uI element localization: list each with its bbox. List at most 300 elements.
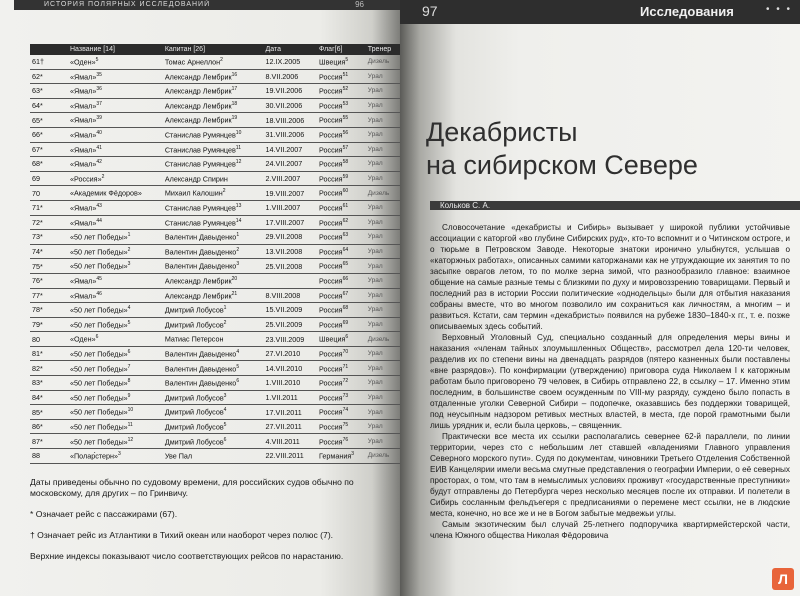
table-cell [30,273,68,288]
row-number: 62* [32,71,43,81]
article-author: Кольков С. А. [440,201,491,210]
ship-trip-index: 35 [96,71,102,78]
table-cell [68,244,163,259]
trip-date: 14.VII.2007 [265,144,303,154]
table-cell [264,142,317,157]
row-number: 84* [32,392,43,402]
flag: Россия [319,363,343,373]
table-row [30,376,400,391]
ship-trip-index: 46 [96,290,102,297]
engine-type: Дизель [367,452,390,460]
table-cell [317,361,366,376]
engine-type: Урал [367,277,383,285]
engine-type: Дизель [367,58,390,66]
flag-trip-index: 58 [342,159,349,166]
table-cell [317,171,366,186]
trip-date: 1.VIII.2007 [265,203,301,213]
trip-date: 30.VII.2006 [265,101,303,111]
table-cell [317,215,366,230]
ship-name: «Оден» [70,57,96,67]
captain-trip-index: 18 [231,100,238,107]
table-cell [264,346,317,361]
table-cell [163,303,264,318]
captain-name: Дмитрий Лобусов [164,407,224,417]
publisher-logo-icon: Л [772,568,794,590]
table-row [30,390,400,405]
table-cell [30,332,68,347]
trip-date: 8.VII.2006 [265,71,299,81]
row-number: 63* [32,86,43,96]
engine-type: Урал [367,116,383,124]
row-number: 85* [32,407,43,417]
trip-date: 25.VII.2009 [265,319,303,329]
captain-trip-index: 4 [236,348,240,355]
engine-type: Урал [367,145,383,153]
flag-trip-index: 63 [342,232,349,239]
row-number: 68* [32,159,43,169]
flag-trip-index: 60 [342,188,349,195]
captain-trip-index: 3 [223,392,227,399]
table-cell [163,317,264,332]
ship-trip-index: 12 [127,436,134,443]
table-cell [30,317,68,332]
captain-name: Валентин Давыденко [164,378,237,388]
flag-trip-index: 67 [342,290,349,297]
col-header-flag: Флаг[6] [317,44,366,55]
ship-trip-index: 5 [127,319,131,326]
trip-date: 14.VII.2010 [265,363,303,373]
captain-name: Валентин Давыденко [164,232,237,242]
table-notes [30,477,370,572]
ship-name: «50 лет Победы» [70,305,128,315]
row-number: 64* [32,101,43,111]
table-cell [68,84,163,99]
row-number: 61† [32,57,44,67]
table-cell [68,69,163,84]
col-header-type: Тренер [366,44,400,55]
table-cell [264,303,317,318]
table-row [30,142,400,157]
paragraph: Самым экзотическим был случай 25-летнего подпоручика квартирмейстерской части, члена Южного общества Николая Фёдоровича [430,520,790,540]
table-cell [317,127,366,142]
flag: Россия [319,407,343,417]
captain-name: Дмитрий Лобусов [164,305,224,315]
table-row [30,69,400,84]
table-cell [317,419,366,434]
engine-type: Урал [367,437,383,445]
table-cell [366,200,400,215]
table-row [30,157,400,172]
flag-trip-index: 53 [342,100,349,107]
engine-type: Урал [367,131,383,139]
paragraph: Практически все места их ссылки располагались севернее 62-й параллели, по линии территории, через сто с небольшим лет ставшей «владениями Главного управления Северного морского пути». Судя по документам, чиновники Третьего Отделения Собственной ЕИВ Канцелярии имели весьма смутные представления о географии Империи, о её северных просторах, о том, что там в немыслимых условиях проживут «государственные преступники» будут отправлены до Петербурга через несколько месяцев после их отправки. И полетели в Сибирь сосланным фельдъегеря с предписаниями о перемене мест ссылки, не в людские места, конечно, но все же и не в Богом забытые медвежьи углы. [430,432,790,518]
flag: Россия [319,232,343,242]
captain-trip-index: 16 [231,71,238,78]
trip-date: 17.VIII.2007 [265,217,305,227]
table-cell [366,390,400,405]
table-cell [30,157,68,172]
ship-name: «Россия» [70,174,102,184]
table-cell [264,376,317,391]
trip-date: 27.VII.2011 [265,422,302,432]
table-cell [366,55,400,69]
flag-trip-index: 56 [342,130,349,137]
table-cell [68,98,163,113]
table-cell [163,215,264,230]
table-cell [68,390,163,405]
table-row [30,419,400,434]
table-cell [163,244,264,259]
row-number: 87* [32,436,43,446]
table-cell [366,346,400,361]
table-cell [30,259,68,274]
table-cell [163,405,264,420]
table-cell [366,230,400,245]
table-cell [366,317,400,332]
engine-type: Урал [367,72,383,80]
flag: Россия [319,422,343,432]
ship-trip-index: 6 [127,348,131,355]
table-cell [30,84,68,99]
right-page [400,0,800,596]
table-cell [264,244,317,259]
captain-name: Дмитрий Лобусов [164,422,224,432]
flag: Россия [319,218,343,228]
table-cell [264,84,317,99]
table-cell [264,317,317,332]
trip-date: 13.VII.2008 [265,247,303,257]
table-cell [163,127,264,142]
table-cell [30,434,68,449]
flag: Россия [319,130,343,140]
flag: Россия [319,86,343,96]
row-number: 78* [32,305,43,315]
running-head-text: ИСТОРИЯ ПОЛЯРНЫХ ИССЛЕДОВАНИЙ [44,1,211,8]
table-cell [366,157,400,172]
ship-name: «Ямал» [70,145,97,155]
table-cell [264,215,317,230]
table-cell [163,419,264,434]
table-cell [366,361,400,376]
note-indices: Верхние индексы показывают число соответствующих рейсов по нарастанию. [30,551,344,561]
table-cell [30,288,68,303]
col-header-num [30,44,68,55]
flag: Россия [319,320,343,330]
trip-date: 29.VII.2008 [265,232,303,242]
table-row [30,171,400,186]
table-cell [366,332,400,347]
table-row [30,113,400,128]
table-cell [30,419,68,434]
row-number: 76* [32,276,43,286]
flag-trip-index: 70 [342,348,349,355]
table-cell [317,303,366,318]
captain-name: Дмитрий Лобусов [164,320,224,330]
flag-trip-index: 72 [342,378,349,385]
table-cell [30,244,68,259]
table-cell [68,288,163,303]
captain-name: Матиас Петерсон [164,334,224,344]
table-cell [30,449,68,464]
article-title [426,116,698,182]
table-cell [317,55,366,69]
table-cell [30,200,68,215]
engine-type: Урал [367,364,383,372]
trip-date: 18.VIII.2006 [265,115,305,125]
engine-type: Урал [367,233,383,241]
table-cell [163,171,264,186]
table-cell [366,171,400,186]
table-cell [317,376,366,391]
table-cell [366,273,400,288]
ship-name: «50 лет Победы» [70,436,128,446]
table-cell [264,157,317,172]
table-cell [317,186,366,201]
table-cell [163,55,264,69]
table-cell [264,127,317,142]
ship-name: «Академик Фёдоров» [70,188,142,198]
row-number: 67* [32,144,43,154]
col-header-date: Дата [264,44,317,55]
flag-trip-index: 59 [342,173,349,180]
ship-trip-index: 6 [95,334,99,341]
row-number: 72* [32,217,43,227]
ship-trip-index: 3 [127,261,131,268]
ship-trip-index: 41 [96,144,102,151]
table-cell [317,84,366,99]
flag-trip-index: 64 [342,246,349,253]
table-body [30,55,400,463]
table-cell [30,405,68,420]
table-cell [68,157,163,172]
table-cell [317,288,366,303]
flag: Россия [319,276,343,286]
captain-name: Станислав Румянцев [164,145,236,155]
table-cell [317,157,366,172]
table-cell [68,273,163,288]
ship-name: «Ямал» [70,276,97,286]
table-cell [163,142,264,157]
trip-date: 24.VII.2007 [265,159,303,169]
table-cell [30,376,68,391]
ship-name: «Ямал» [70,115,97,125]
table-cell [30,390,68,405]
flag-trip-index: 51 [342,71,349,78]
ship-trip-index: 40 [96,130,102,137]
table-cell [366,186,400,201]
ship-name: «50 лет Победы» [70,363,128,373]
table-cell [317,273,366,288]
captain-trip-index: 2 [220,57,223,64]
row-number: 80 [32,334,40,344]
table-cell [68,142,163,157]
note-passengers: * Означает рейс с пассажирами (67). [30,509,178,519]
captain-name: Александр Лембрик [164,276,232,286]
table-cell [163,230,264,245]
row-number: 79* [32,319,43,329]
table-cell [317,449,366,464]
trip-date: 1.VII.2011 [265,392,298,402]
paragraph: Словосочетание «декабристы и Сибирь» вызывает у широкой публики устойчивые ассоциации с каторгой «во глубине Сибирских руд», кто-то вспомнит и о Читинском остроге, и о тюрьме в Петровском Заводе. Некоторые знатоки иронично улыбнутся, услышав о «каторжных работах», описанных самими каторжанами как не утруждающие их занятия то по засыпке оврагов летом, то по молке зерна зимой, что разнообразило главное: взаимное общение на самые разные темы с близкими по духу и мировоззрению товарищами. Первый и последний раз в истории России политические «однодельцы» были для отбытия наказания собраны вместе, что во многом позволило им сохраниться как личностям, а многим – и развиться. Кстати, сам термин «декабристы» появился на рубеже 1830–1840-х гг., т. е. позже описываемых здесь событий. [430,223,790,331]
captain-trip-index: 6 [223,436,227,443]
table-cell [163,332,264,347]
row-number: 69 [32,174,40,184]
captain-name: Александр Спирин [164,174,228,184]
table-row [30,230,400,245]
engine-type: Урал [367,248,383,256]
section-title: Исследования [640,4,734,19]
table-cell [317,244,366,259]
table-cell [163,186,264,201]
col-header-captain: Капитан [26] [163,44,264,55]
captain-trip-index: 20 [231,276,238,282]
flag-trip-index: 74 [342,407,349,414]
flag: Швеция [319,334,346,344]
trip-date: 2.VIII.2007 [265,174,301,184]
table-row [30,346,400,361]
captain-name: Валентин Давыденко [164,349,237,359]
table-cell [163,273,264,288]
page-number-right: 97 [422,3,438,19]
ship-trip-index: 11 [127,421,133,428]
flag-trip-index: 6 [345,334,349,341]
ship-name: «50 лет Победы» [70,393,128,403]
trip-date: 31.VIII.2006 [265,130,305,140]
table-cell [366,113,400,128]
ship-name: «Ямал» [70,203,97,213]
table-cell [163,69,264,84]
captain-name: Дмитрий Лобусов [164,393,224,403]
table-row [30,215,400,230]
table-cell [264,259,317,274]
note-dates: Даты приведены обычно по судовому времени, для российских судов обычно по московскому, для других – по Гринвичу. [30,477,354,498]
table-cell [264,405,317,420]
row-number: 86* [32,422,43,432]
table-row [30,332,400,347]
captain-trip-index: 11 [235,144,241,151]
col-header-name: Название [14] [68,44,163,55]
ship-name: «50 лет Победы» [70,261,128,271]
table-cell [68,200,163,215]
ship-name: «Ямал» [70,72,97,82]
table-cell [68,215,163,230]
ship-trip-index: 45 [96,276,102,282]
table-row [30,405,400,420]
table-row [30,55,400,69]
captain-trip-index: 6 [236,378,240,385]
table-cell [317,259,366,274]
table-row [30,259,400,274]
trip-date: 22.VIII.2011 [265,451,304,461]
table-cell [264,288,317,303]
ship-trip-index: 44 [96,217,102,224]
flag-trip-index: 3 [351,451,355,458]
flag: Россия [319,188,343,198]
table-cell [163,390,264,405]
ship-trip-index: 7 [127,363,131,370]
table-cell [366,376,400,391]
flag-trip-index: 69 [342,319,349,326]
flag: Россия [319,72,343,82]
ship-trip-index: 2 [127,246,131,253]
flag: Россия [319,393,343,403]
table-cell [264,390,317,405]
table-row [30,303,400,318]
captain-name: Станислав Румянцев [164,159,236,169]
trip-date: 19.VIII.2007 [265,188,305,198]
table-cell [163,361,264,376]
table-cell [366,419,400,434]
engine-type: Урал [367,350,383,358]
flag: Россия [319,436,343,446]
table-cell [68,317,163,332]
ship-name: «Ямал» [70,130,97,140]
engine-type: Урал [367,87,383,95]
captain-name: Валентин Давыденко [164,247,237,257]
table-cell [264,419,317,434]
row-number: 77* [32,290,43,300]
table-cell [163,113,264,128]
table-cell [68,171,163,186]
ship-name: «50 лет Победы» [70,232,128,242]
table-cell [30,98,68,113]
flag: Россия [319,290,343,300]
captain-trip-index: 5 [236,363,240,370]
ship-name: «50 лет Победы» [70,320,128,330]
table-cell [68,346,163,361]
flag: Россия [319,261,343,271]
table-cell [30,346,68,361]
flag: Швеция [319,57,346,67]
ship-name: «50 лет Победы» [70,378,128,388]
table-cell [317,346,366,361]
table-row [30,98,400,113]
captain-trip-index: 2 [223,319,227,326]
table-cell [264,449,317,464]
section-dots: • • • [765,4,792,15]
engine-type: Урал [367,218,383,226]
table-cell [366,142,400,157]
ship-trip-index: 39 [96,115,102,122]
table-cell [68,230,163,245]
table-cell [366,405,400,420]
table-cell [317,113,366,128]
flag: Россия [319,159,343,169]
captain-name: Дмитрий Лобусов [164,436,224,446]
article-body [430,222,790,541]
flag: Россия [319,145,343,155]
captain-name: Александр Лембрик [164,290,232,300]
captain-name: Александр Лембрик [164,86,232,96]
table-row [30,434,400,449]
article-title-line2: на сибирском Севере [426,150,698,180]
table-row [30,244,400,259]
table-cell [163,376,264,391]
table-cell [264,200,317,215]
flag-trip-index: 68 [342,305,349,312]
captain-trip-index: 10 [235,130,242,137]
table-cell [68,332,163,347]
article-title-line1: Декабристы [426,117,578,147]
ship-name: «Оден» [70,334,96,344]
table-cell [68,376,163,391]
table-cell [317,142,366,157]
flag-trip-index: 66 [342,276,349,282]
table-cell [30,215,68,230]
ship-name: «50 лет Победы» [70,422,128,432]
trip-date: 27.VI.2010 [265,349,301,359]
flag-trip-index: 65 [342,261,349,268]
